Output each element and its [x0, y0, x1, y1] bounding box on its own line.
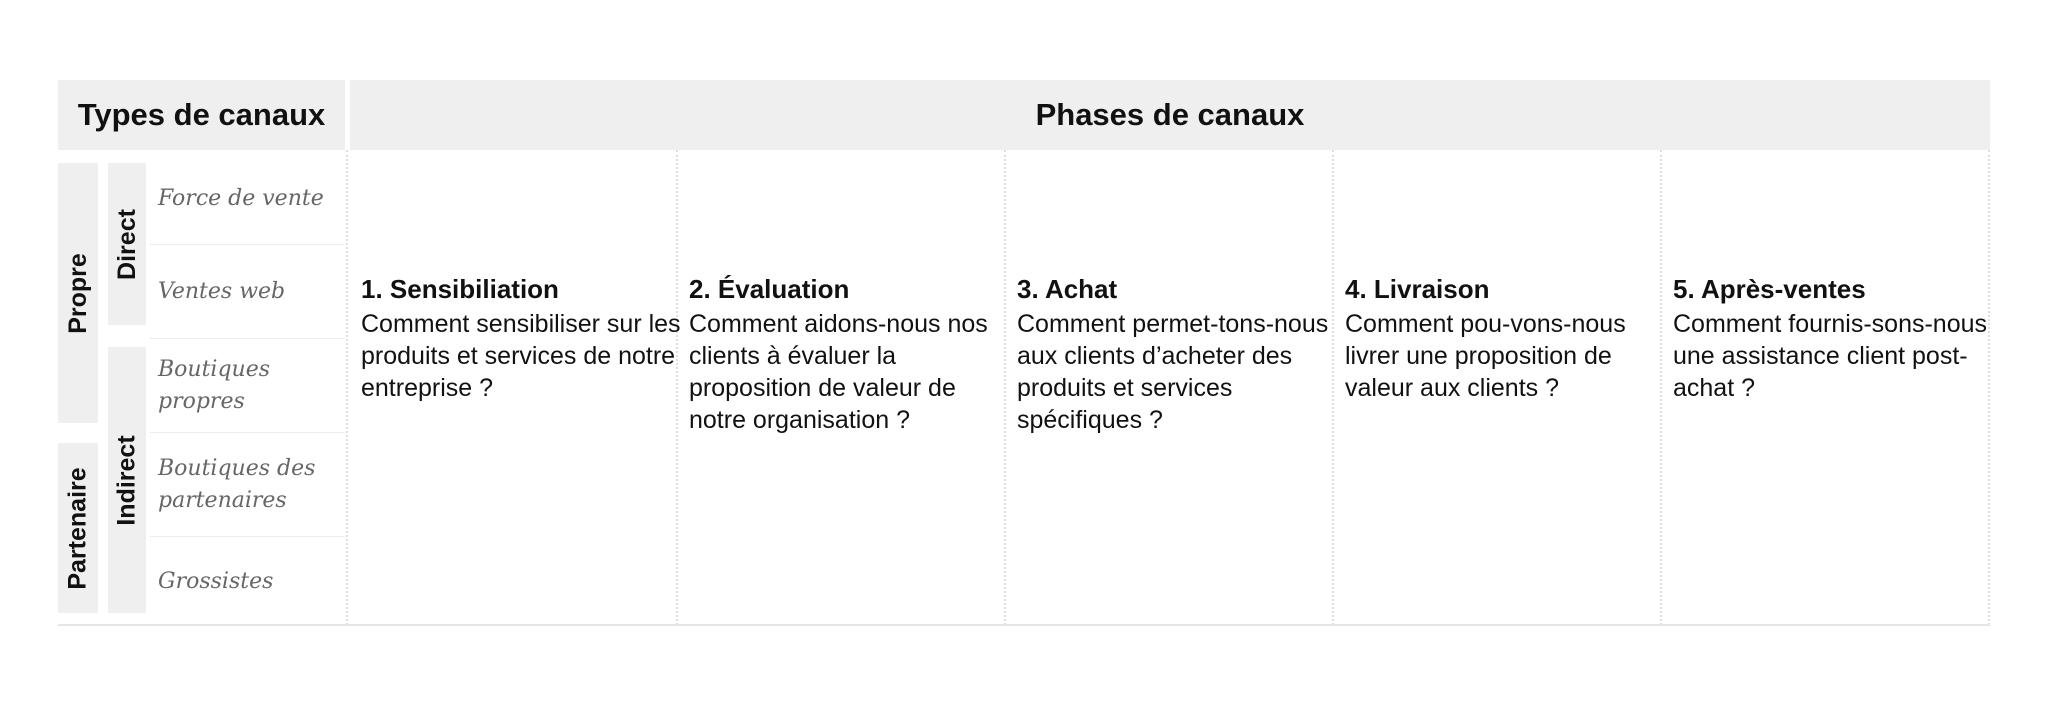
phase-description: Comment sensibiliser sur les produits et services de notre entreprise ?: [361, 310, 681, 402]
phase-description: Comment aidons-nous nos clients à évaluer la proposition de valeur de notre organisation ?: [689, 310, 988, 434]
indirect-label: Indirect: [112, 434, 141, 526]
channel-divider: [150, 244, 345, 245]
phase-title: 4. Livraison: [1345, 274, 1490, 304]
phase-after-sales: [1673, 272, 1998, 404]
direct-label: Direct: [112, 208, 141, 280]
channel-divider: [150, 338, 345, 339]
phase-purchase: [1017, 272, 1342, 436]
own-label: Propre: [63, 252, 92, 334]
phase-evaluation: [689, 272, 1014, 436]
phase-title: 1. Sensibiliation: [361, 274, 559, 304]
column-divider: [346, 150, 348, 625]
phase-title: 2. Évaluation: [689, 274, 850, 304]
phase-description: Comment pou-vons-nous livrer une proposition de valeur aux clients ?: [1345, 310, 1626, 402]
partner-label: Partenaire: [63, 466, 92, 590]
channel-divider: [150, 432, 345, 433]
own-bar: [58, 163, 98, 423]
channel-divider: [150, 536, 345, 537]
phase-delivery: [1345, 272, 1670, 404]
channel-types-title: Types de canaux: [77, 97, 326, 132]
channel-item: Force de vente: [158, 186, 324, 211]
direct-bar: [108, 163, 146, 325]
phase-awareness: [361, 272, 686, 404]
channel-item: Ventes web: [158, 279, 286, 304]
channel-item: Boutiques des partenaires: [158, 456, 316, 513]
channel-types-header: [58, 80, 345, 150]
partner-bar: [58, 443, 98, 613]
phase-description: Comment permet-tons-nous aux clients d’acheter des produits et services spécifiques ?: [1017, 310, 1329, 434]
table-bottom-border: [58, 624, 1990, 626]
channel-item: Grossistes: [158, 569, 274, 594]
phase-title: 5. Après-ventes: [1673, 274, 1866, 304]
indirect-bar: [108, 347, 146, 613]
channel-phases-title: Phases de canaux: [1035, 97, 1305, 132]
phase-description: Comment fournis-sons-nous une assistance client post-achat ?: [1673, 310, 1988, 402]
phase-title: 3. Achat: [1017, 274, 1118, 304]
channel-phases-header: [350, 80, 1990, 150]
channel-item: Boutiques propres: [158, 357, 271, 414]
